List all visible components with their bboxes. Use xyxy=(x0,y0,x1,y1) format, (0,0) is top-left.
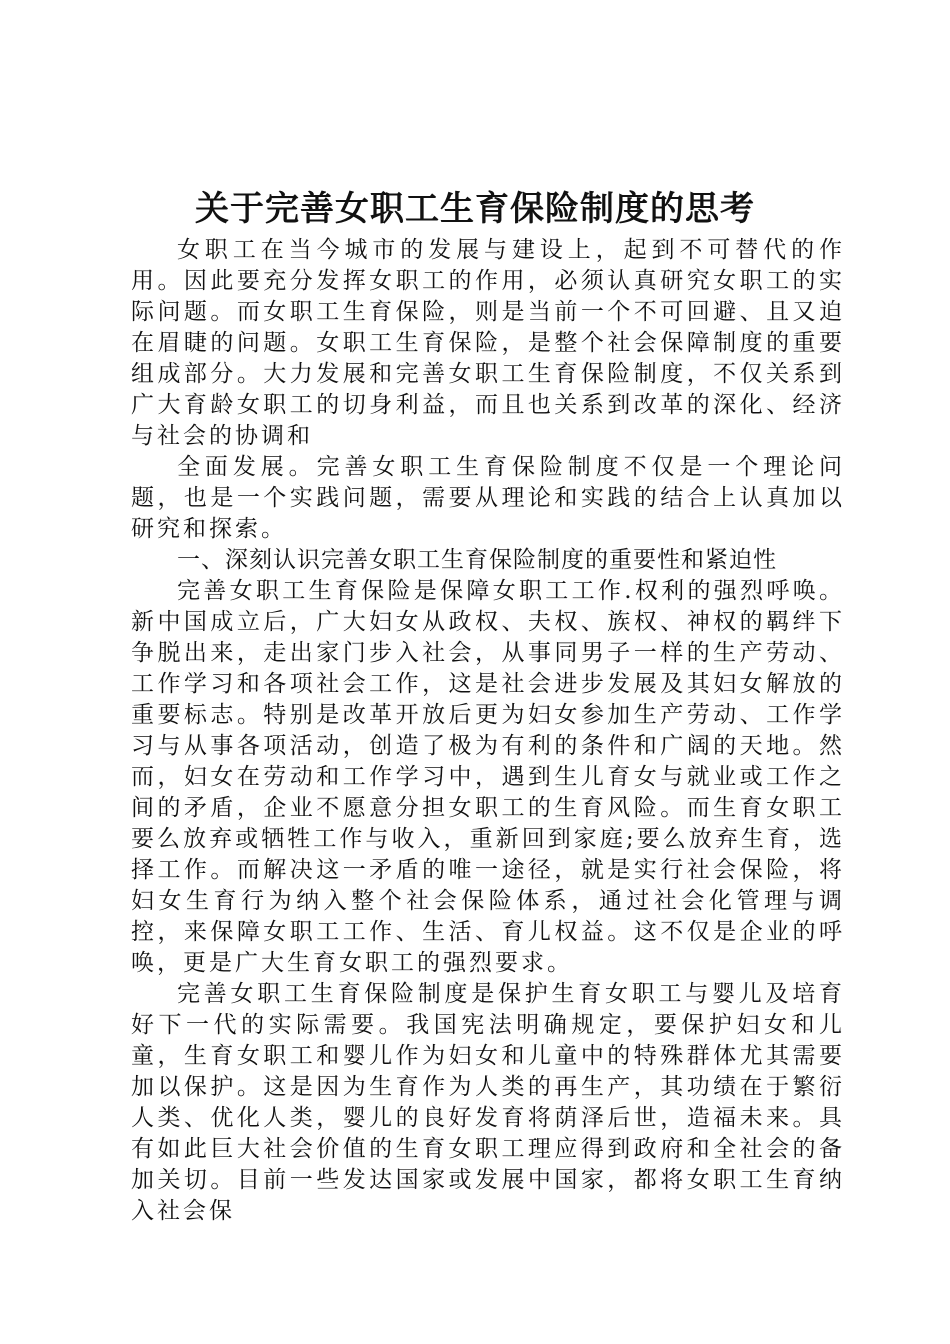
paragraph-continuation: 全面发展。完善女职工生育保险制度不仅是一个理论问题，也是一个实践问题，需要从理论和实践的结合上认真加以研究和探索。 xyxy=(131,454,845,542)
section-heading-1: 一、深刻认识完善女职工生育保险制度的重要性和紧迫性 xyxy=(177,547,777,573)
document-body xyxy=(131,235,845,1227)
paragraph-protection: 完善女职工生育保险制度是保护生育女职工与婴儿及培育好下一代的实际需要。我国宪法明确规定，要保护妇女和儿童，生育女职工和婴儿作为妇女和儿童中的特殊群体尤其需要加以保护。这是因为生育作为人类的再生产，其功绩在于繁衍人类、优化人类，婴儿的良好发育将荫泽后世，造福未来。具有如此巨大社会价值的生育女职工理应得到政府和全社会的备加关切。目前一些发达国家或发展中国家，都将女职工生育纳入社会保 xyxy=(131,981,845,1224)
paragraph-work-rights: 完善女职工生育保险是保障女职工工作.权利的强烈呼唤。新中国成立后，广大妇女从政权、夫权、族权、神权的羁绊下争脱出来，走出家门步入社会，从事同男子一样的生产劳动、工作学习和各项社会工作，这是社会进步发展及其妇女解放的重要标志。特别是改革开放后更为妇女参加生产劳动、工作学习与从事各项活动，创造了极为有利的条件和广阔的天地。然而，妇女在劳动和工作学习中，遇到生儿育女与就业或工作之间的矛盾，企业不愿意分担女职工的生育风险。而生育女职工要么放弃或牺牲工作与收入，重新回到家庭;要么放弃生育，选择工作。而解决这一矛盾的唯一途径，就是实行社会保险，将妇女生育行为纳入整个社会保险体系，通过社会化管理与调控，来保障女职工工作、生活、育儿权益。这不仅是企业的呼唤，更是广大生育女职工的强烈要求。 xyxy=(131,578,845,976)
document-title: 关于完善女职工生育保险制度的思考 xyxy=(195,189,755,229)
paragraph-intro: 女职工在当今城市的发展与建设上，起到不可替代的作用。因此要充分发挥女职工的作用，必须认真研究女职工的实际问题。而女职工生育保险，则是当前一个不可回避、且又迫在眉睫的问题。女职工生育保险，是整个社会保障制度的重要组成部分。大力发展和完善女职工生育保险制度，不仅关系到广大育龄女职工的切身利益，而且也关系到改革的深化、经济与社会的协调和 xyxy=(131,237,845,449)
